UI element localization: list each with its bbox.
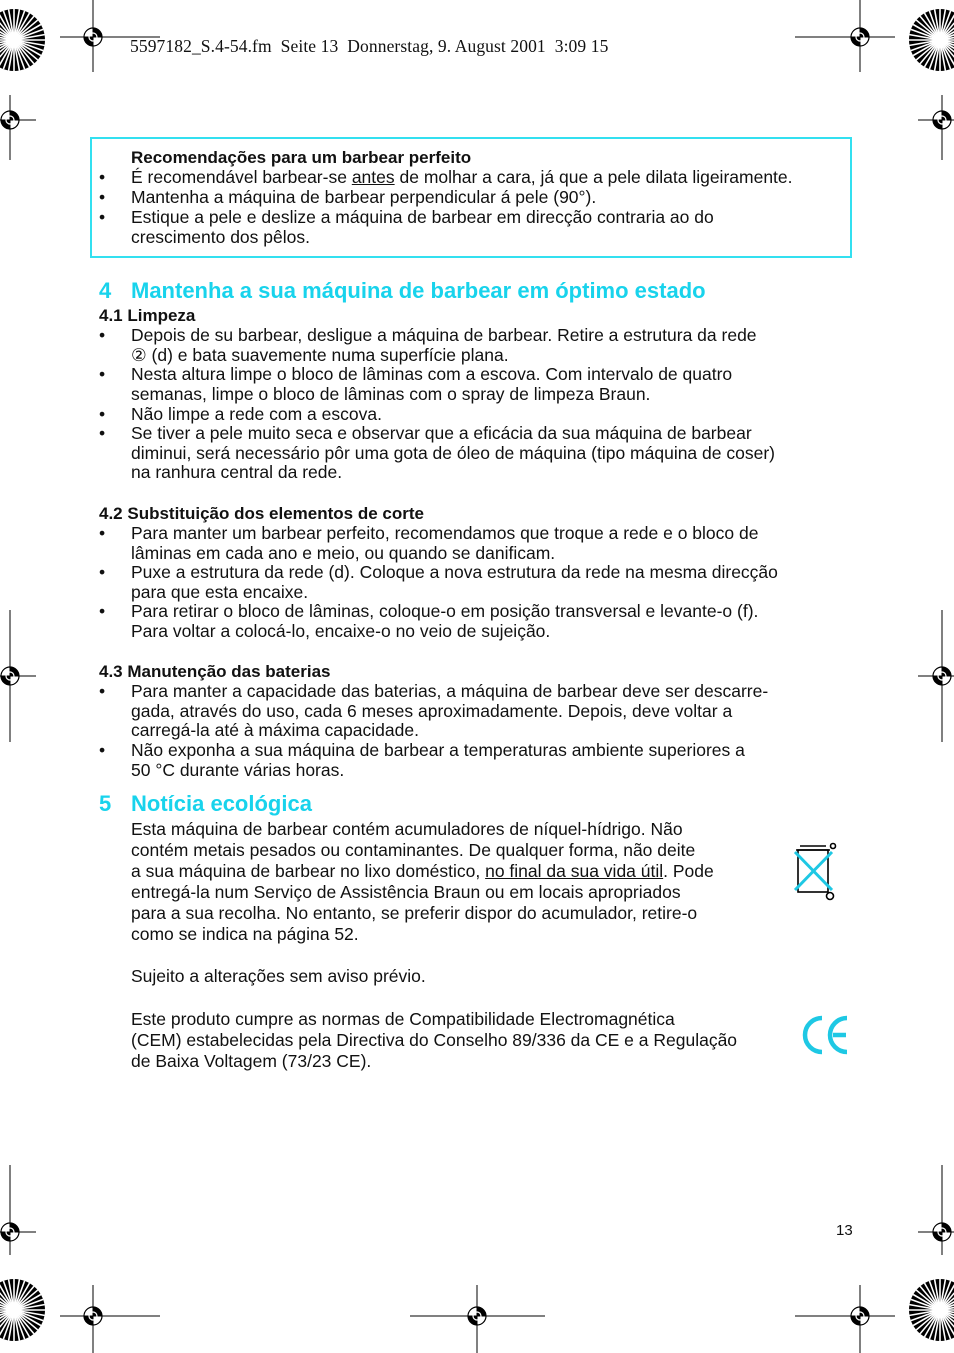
bullet: •	[99, 207, 106, 227]
list-item-text: Se tiver a pele muito seca e observar que a eficácia da sua máquina de barbear diminui, será necessário pôr uma gota de óleo de máquina (tipo máquina de coser) na ranhura central da rede.	[131, 423, 775, 482]
list-item-text: É recomendável barbear-se antes de molhar a cara, já que a pele dilata ligeiramente.	[131, 167, 793, 187]
header-date: Donnerstag, 9. August 2001	[347, 36, 546, 56]
list-item-text: Mantenha a máquina de barbear perpendicular á pele (90°).	[131, 187, 597, 207]
bullet: •	[99, 523, 106, 543]
header-filename: 5597182_S.4-54.fm	[130, 36, 272, 56]
eco-paragraph: Esta máquina de barbear contém acumuladores de níquel-hídrigo. Não contém metais pesados ou contaminantes. De qualquer forma, não deite a sua máquina de barbear no lixo doméstico, no final da sua vida útil. Pode entregá-la num Serviço de Assistência Braun ou em locais apropriados para a sua recolha. No entanto, se preferir dispor do acumulador, retire-o como se indica na página 52.	[131, 819, 714, 944]
list-item-text: Para manter um barbear perfeito, recomendamos que troque a rede e o bloco de lâminas em cada ano e meio, ou quando se danificam.	[131, 523, 759, 563]
print-header	[130, 36, 608, 57]
bullet: •	[99, 681, 106, 701]
bullet: •	[99, 423, 106, 443]
subsection-heading-4-3: 4.3 Manutenção das baterias	[99, 662, 331, 681]
bullet: •	[99, 562, 106, 582]
list-item-text: Puxe a estrutura da rede (d). Coloque a nova estrutura da rede na mesma direcção para que esta encaixe.	[131, 562, 778, 602]
list-item-text: Estique a pele e deslize a máquina de barbear em direcção contraria ao do crescimento dos pêlos.	[131, 207, 714, 247]
subsection-heading-4-1: 4.1 Limpeza	[99, 306, 196, 325]
list-item-text: Para retirar o bloco de lâminas, coloque-o em posição transversal e levante-o (f). Para voltar a colocá-lo, encaixe-o no veio de sujeição.	[131, 601, 759, 641]
list-item-text: Não limpe a rede com a escova.	[131, 404, 382, 424]
list-item-text: Para manter a capacidade das baterias, a máquina de barbear deve ser descarre- gada, através do uso, cada 6 meses aproximadamente. Depois, deve voltar a carregá-la até à máxima capacidade.	[131, 681, 769, 740]
bullet: •	[99, 364, 106, 384]
section-heading-4: 4 Mantenha a sua máquina de barbear em óptimo estado	[99, 278, 706, 303]
section-heading-5: 5 Notícia ecológica	[99, 791, 312, 816]
disclaimer-text: Sujeito a alterações sem aviso prévio.	[131, 966, 426, 986]
compliance-paragraph: Este produto cumpre as normas de Compatibilidade Electromagnética (CEM) estabelecidas pela Directiva do Conselho 89/336 da CE e a Regulação de Baixa Voltagem (73/23 CE).	[131, 1009, 738, 1071]
bullet: •	[99, 325, 106, 345]
header-time: 3:09 15	[554, 36, 609, 56]
subsection-heading-4-2: 4.2 Substituição dos elementos de corte	[99, 504, 424, 523]
ce-mark-icon	[800, 1012, 852, 1058]
list-item-text: Não exponha a sua máquina de barbear a temperaturas ambiente superiores a 50 °C durante várias horas.	[131, 740, 745, 780]
header-page-ref: Seite 13	[280, 36, 339, 56]
tips-title: Recomendações para um barbear perfeito	[131, 148, 472, 167]
page-number: 13	[836, 1222, 853, 1239]
bullet: •	[99, 404, 106, 424]
list-item-text: Depois de su barbear, desligue a máquina de barbear. Retire a estrutura da rede ② (d) e bata suavemente numa superfície plana.	[131, 325, 757, 365]
list-item-text: Nesta altura limpe o bloco de lâminas com a escova. Com intervalo de quatro semanas, limpe o bloco de lâminas com o spray de limpeza Braun.	[131, 364, 733, 404]
bullet: •	[99, 187, 106, 207]
crossed-out-wheelie-bin-icon	[790, 840, 840, 902]
bullet: •	[99, 740, 106, 760]
bullet: •	[99, 167, 106, 187]
bullet: •	[99, 601, 106, 621]
